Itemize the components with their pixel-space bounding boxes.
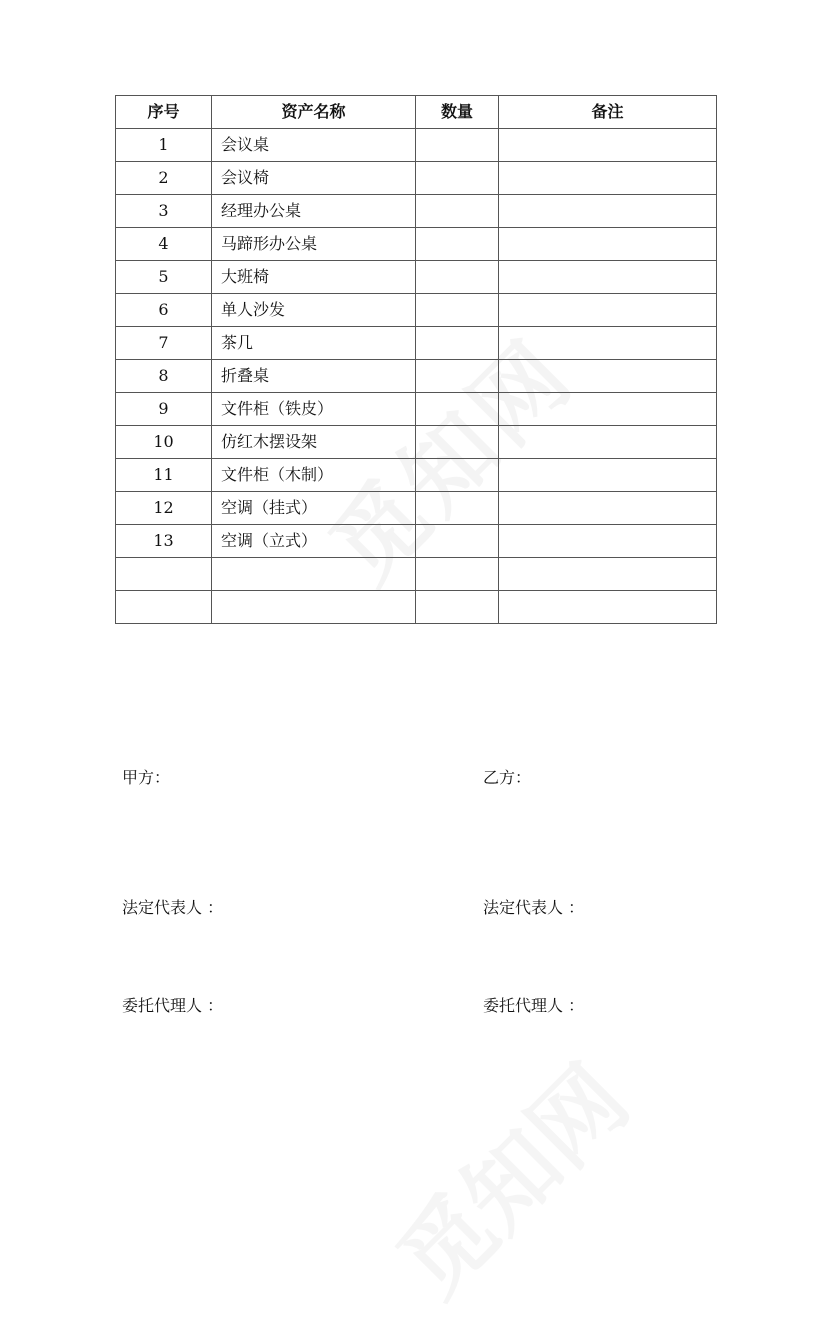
cell-asset-name: 文件柜（铁皮） <box>212 393 416 426</box>
cell-index: 1 <box>116 129 212 162</box>
cell-index: 12 <box>116 492 212 525</box>
cell-remarks <box>499 294 717 327</box>
cell-quantity <box>416 228 499 261</box>
table-row <box>116 558 717 591</box>
cell-asset-name: 文件柜（木制） <box>212 459 416 492</box>
cell-index: 9 <box>116 393 212 426</box>
cell-quantity <box>416 162 499 195</box>
table-row <box>116 459 717 492</box>
table-row <box>116 195 717 228</box>
cell-remarks <box>499 327 717 360</box>
cell-index: 11 <box>116 459 212 492</box>
cell-index: 8 <box>116 360 212 393</box>
cell-quantity <box>416 261 499 294</box>
agent-b-label: 委托代理人 ： <box>483 996 585 1015</box>
cell-index: 13 <box>116 525 212 558</box>
cell-quantity <box>416 327 499 360</box>
header-index: 序号 <box>116 96 212 129</box>
table-row <box>116 162 717 195</box>
cell-asset-name: 茶几 <box>212 327 416 360</box>
cell-remarks <box>499 360 717 393</box>
table-row <box>116 294 717 327</box>
cell-remarks <box>499 261 717 294</box>
table-body <box>116 129 717 624</box>
agent-a-label: 委托代理人 ： <box>122 996 224 1015</box>
cell-asset-name: 空调（挂式） <box>212 492 416 525</box>
cell-asset-name: 仿红木摆设架 <box>212 426 416 459</box>
cell-remarks <box>499 426 717 459</box>
cell-quantity <box>416 525 499 558</box>
legal-rep-b-label: 法定代表人 ： <box>483 898 585 917</box>
cell-index <box>116 591 212 624</box>
table-row <box>116 129 717 162</box>
table-row <box>116 261 717 294</box>
cell-quantity <box>416 294 499 327</box>
cell-remarks <box>499 591 717 624</box>
watermark-bottom <box>364 1032 653 1320</box>
cell-index: 6 <box>116 294 212 327</box>
cell-index: 5 <box>116 261 212 294</box>
cell-asset-name: 经理办公桌 <box>212 195 416 228</box>
asset-table <box>115 95 717 624</box>
cell-index: 3 <box>116 195 212 228</box>
cell-index: 4 <box>116 228 212 261</box>
table-row <box>116 591 717 624</box>
legal-rep-a-label: 法定代表人 ： <box>122 898 224 917</box>
cell-quantity <box>416 393 499 426</box>
cell-remarks <box>499 459 717 492</box>
cell-quantity <box>416 129 499 162</box>
cell-quantity <box>416 195 499 228</box>
header-asset-name: 资产名称 <box>212 96 416 129</box>
cell-remarks <box>499 195 717 228</box>
cell-asset-name <box>212 591 416 624</box>
cell-asset-name: 大班椅 <box>212 261 416 294</box>
table-row <box>116 492 717 525</box>
cell-remarks <box>499 129 717 162</box>
cell-remarks <box>499 558 717 591</box>
table-row <box>116 327 717 360</box>
table-header-row <box>116 96 717 129</box>
cell-asset-name: 会议椅 <box>212 162 416 195</box>
cell-asset-name <box>212 558 416 591</box>
cell-remarks <box>499 525 717 558</box>
cell-index: 7 <box>116 327 212 360</box>
cell-quantity <box>416 426 499 459</box>
cell-quantity <box>416 492 499 525</box>
table-row <box>116 360 717 393</box>
cell-asset-name: 单人沙发 <box>212 294 416 327</box>
cell-remarks <box>499 393 717 426</box>
table-row <box>116 426 717 459</box>
cell-index <box>116 558 212 591</box>
cell-index: 10 <box>116 426 212 459</box>
cell-asset-name: 马蹄形办公桌 <box>212 228 416 261</box>
cell-quantity <box>416 591 499 624</box>
cell-remarks <box>499 228 717 261</box>
table-row <box>116 525 717 558</box>
cell-remarks <box>499 492 717 525</box>
party-a-label: 甲方： <box>122 768 171 787</box>
party-b-label: 乙方： <box>483 768 532 787</box>
cell-index: 2 <box>116 162 212 195</box>
cell-remarks <box>499 162 717 195</box>
cell-quantity <box>416 459 499 492</box>
cell-asset-name: 折叠桌 <box>212 360 416 393</box>
table-row <box>116 228 717 261</box>
cell-quantity <box>416 558 499 591</box>
header-quantity: 数量 <box>416 96 499 129</box>
cell-quantity <box>416 360 499 393</box>
table-row <box>116 393 717 426</box>
header-remarks: 备注 <box>499 96 717 129</box>
cell-asset-name: 会议桌 <box>212 129 416 162</box>
cell-asset-name: 空调（立式） <box>212 525 416 558</box>
